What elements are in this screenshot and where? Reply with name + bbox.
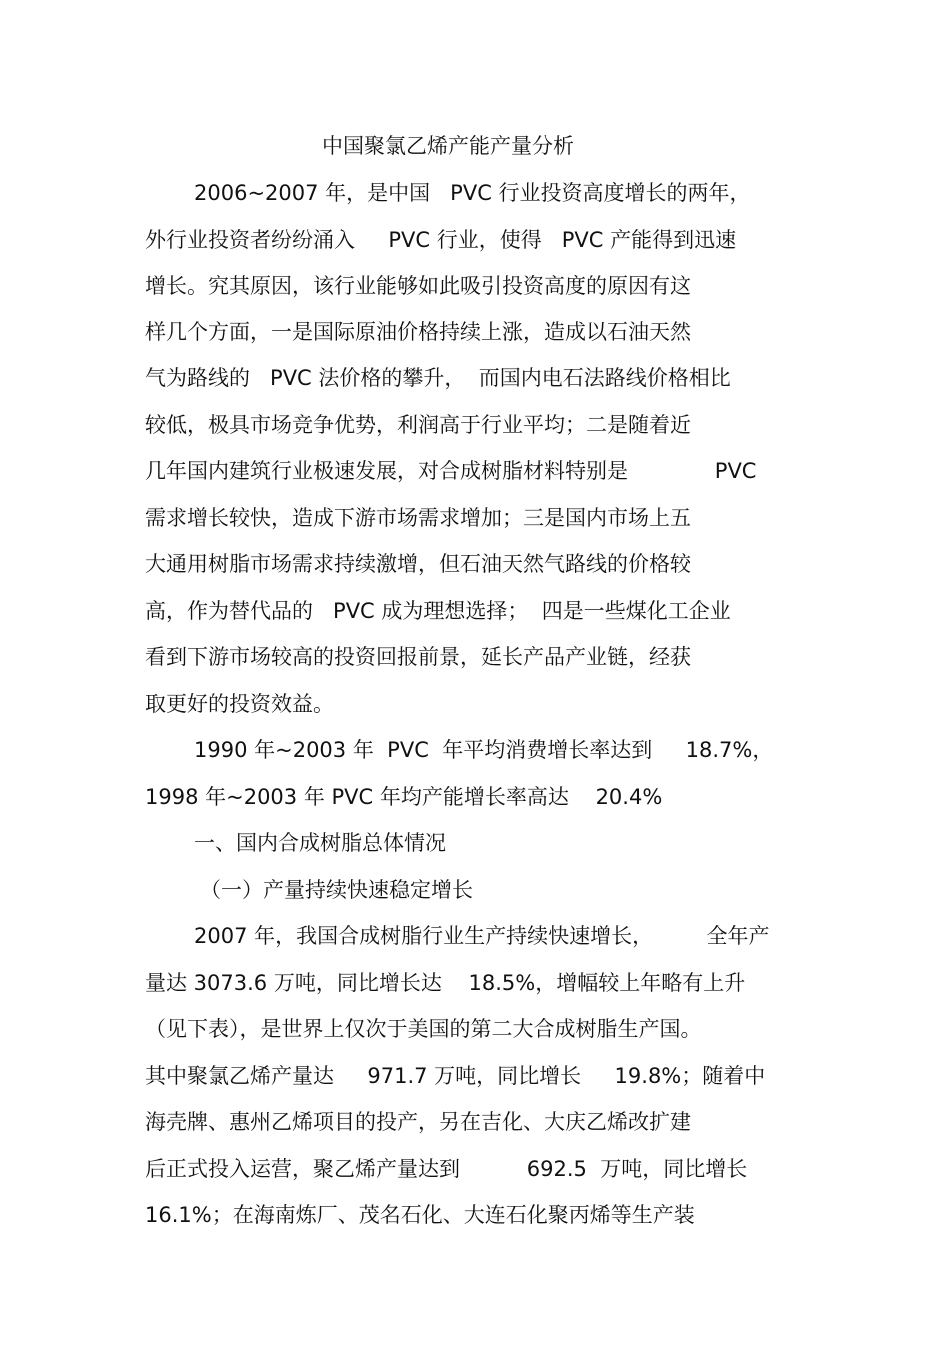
paragraph-line: 样几个方面，一是国际原油价格持续上涨，造成以石油天然: [145, 320, 691, 344]
paragraph-line: 2007 年，我国合成树脂行业生产持续快速增长， 全年产: [194, 924, 770, 948]
paragraph-line: 高，作为替代品的 PVC 成为理想选择； 四是一些煤化工企业: [145, 599, 731, 623]
paragraph-line: 大通用树脂市场需求持续激增，但石油天然气路线的价格较: [145, 552, 691, 576]
paragraph-line: 量达 3073.6 万吨，同比增长达 18.5%，增幅较上年略有上升: [145, 971, 746, 995]
paragraph-line: 取更好的投资效益。: [145, 692, 334, 716]
paragraph-line: 增长。究其原因，该行业能够如此吸引投资高度的原因有这: [145, 274, 691, 298]
section-heading: 一、国内合成树脂总体情况: [194, 831, 446, 855]
paragraph-line: 16.1%；在海南炼厂、茂名石化、大连石化聚丙烯等生产装: [145, 1203, 695, 1227]
paragraph-line: 看到下游市场较高的投资回报前景，延长产品产业链，经获: [145, 645, 691, 669]
paragraph-line: 较低，极具市场竞争优势，利润高于行业平均；二是随着近: [145, 413, 691, 437]
paragraph-line: 海壳牌、惠州乙烯项目的投产，另在吉化、大庆乙烯改扩建: [145, 1110, 691, 1134]
paragraph-line: 其中聚氯乙烯产量达 971.7 万吨，同比增长 19.8%；随着中: [145, 1064, 766, 1088]
paragraph-line: 1998 年~2003 年 PVC 年均产能增长率高达 20.4%: [145, 785, 663, 809]
paragraph-line: 气为路线的 PVC 法价格的攀升， 而国内电石法路线价格相比: [145, 366, 731, 390]
paragraph-line: 几年国内建筑行业极速发展，对合成树脂材料特别是 PVC: [145, 459, 757, 483]
paragraph-line: 后正式投入运营，聚乙烯产量达到 692.5 万吨，同比增长: [145, 1157, 748, 1181]
paragraph-line: 1990 年~2003 年 PVC 年平均消费增长率达到 18.7%，: [194, 738, 774, 762]
paragraph-line: 需求增长较快，造成下游市场需求增加；三是国内市场上五: [145, 506, 691, 530]
paragraph-line: 外行业投资者纷纷涌入 PVC 行业，使得 PVC 产能得到迅速: [145, 228, 737, 252]
subsection-heading: （一）产量持续快速稳定增长: [200, 878, 473, 902]
paragraph-line: （见下表），是世界上仅次于美国的第二大合成树脂生产国。: [145, 1017, 702, 1041]
paragraph-line: 2006~2007 年，是中国 PVC 行业投资高度增长的两年，: [194, 181, 751, 205]
document-title: 中国聚氯乙烯产能产量分析: [322, 134, 574, 158]
